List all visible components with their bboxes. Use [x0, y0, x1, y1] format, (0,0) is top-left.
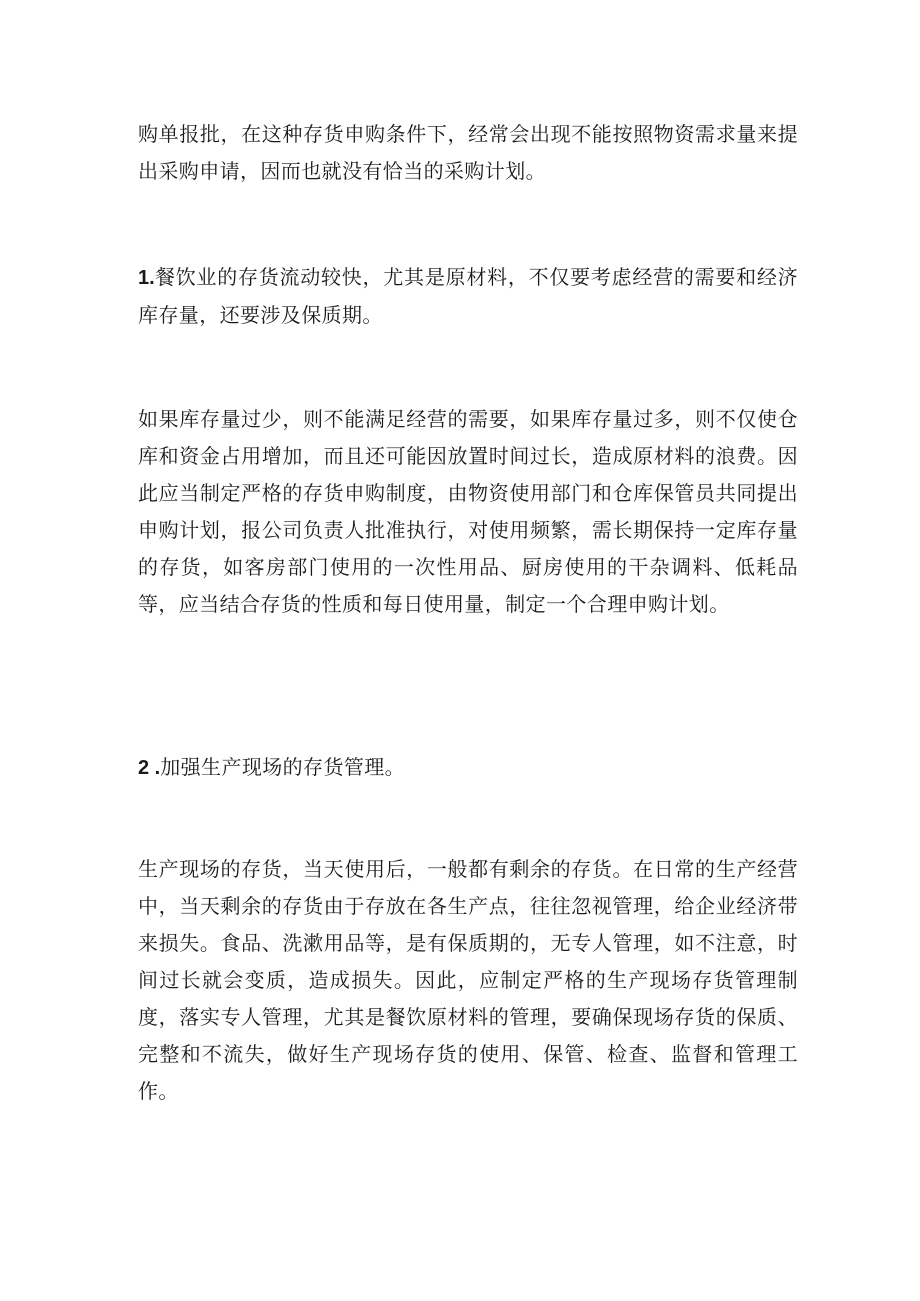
paragraph-production-site: 生产现场的存货，当天使用后，一般都有剩余的存货。在日常的生产经营中，当天剩余的存货由于存放在各生产点，往往忽视管理，给企业经济带来损失。食品、洗漱用品等，是有保质期的，无专人管理，如不注意，时间过长就会变质，造成损失。因此，应制定严格的生产现场存货管理制度，落实专人管理，尤其是餐饮原材料的管理，要确保现场存货的保质、完整和不流失，做好生产现场存货的使用、保管、检查、监督和管理工作。 — [138, 857, 798, 1103]
numbered-item-1 — [138, 259, 798, 334]
paragraph-inventory-levels: 如果库存量过少，则不能满足经营的需要，如果库存量过多，则不仅使仓库和资金占用增加，而且还可能因放置时间过长，造成原材料的浪费。因此应当制定严格的存货申购制度，由物资使用部门和仓库保管员共同提出申购计划，报公司负责人批准执行，对使用频繁，需长期保持一定库存量的存货，如客房部门使用的一次性用品、厨房使用的干杂调料、低耗品等，应当结合存货的性质和每日使用量，制定一个合理申购计划。 — [138, 407, 798, 616]
numbered-item-2 — [138, 749, 818, 787]
paragraph-procurement-intro: 购单报批，在这种存货申购条件下，经常会出现不能按照物资需求量来提出采购申请，因而也就没有恰当的采购计划。 — [138, 122, 798, 183]
item-text-2: 加强生产现场的存货管理。 — [160, 755, 406, 779]
item-number-2: 2 . — [138, 757, 161, 779]
item-number-1: 1. — [138, 267, 155, 289]
item-text-1: 餐饮业的存货流动较快，尤其是原材料，不仅要考虑经营的需要和经济库存量，还要涉及保质期。 — [138, 265, 798, 327]
